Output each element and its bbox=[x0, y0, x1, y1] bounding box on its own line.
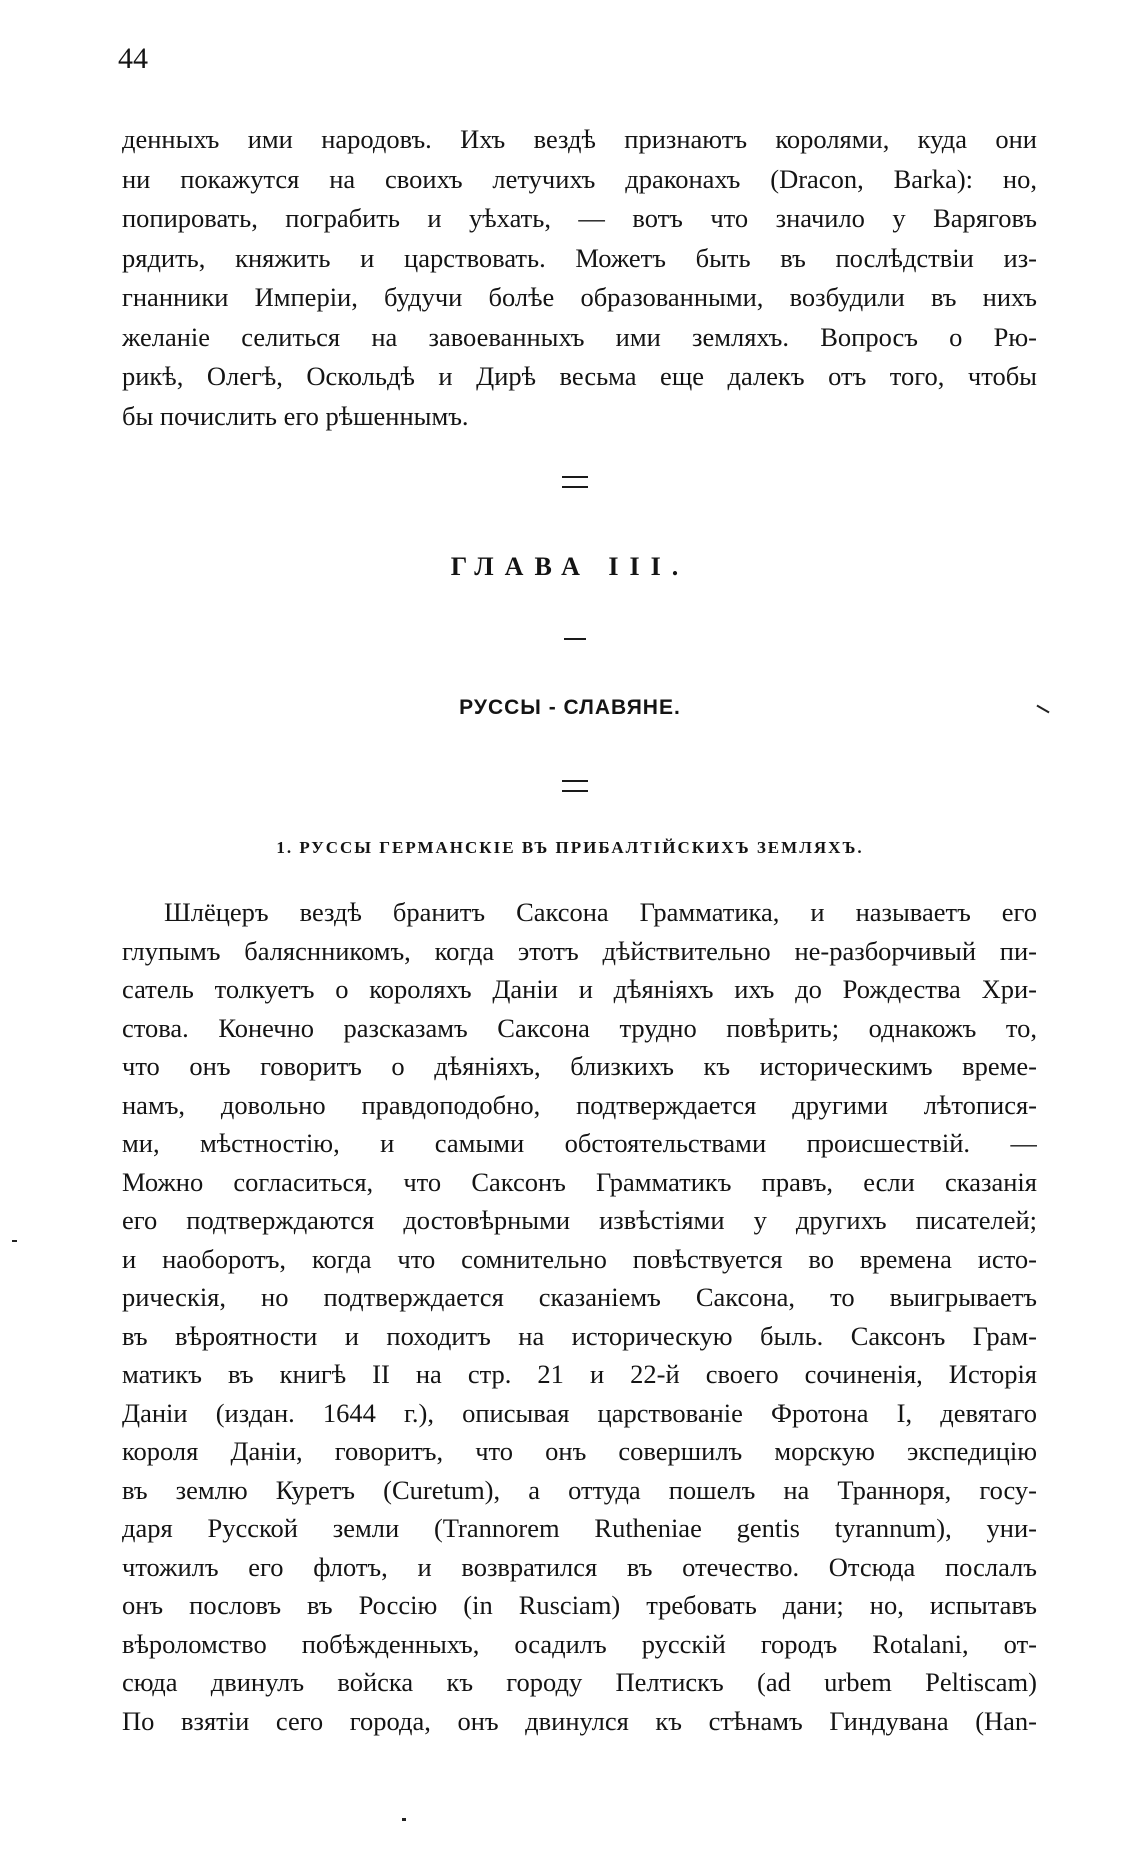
page-number: 44 bbox=[118, 42, 148, 75]
text-line: Шлёцеръ вездѣ бранитъ Саксона Грамматика, и называетъ его bbox=[164, 897, 1037, 927]
double-rule-divider bbox=[562, 780, 588, 792]
text-line: бы почислить его рѣшеннымъ. bbox=[122, 400, 469, 431]
main-paragraph bbox=[122, 893, 1037, 1740]
text-line: По взятіи сего города, онъ двинулся къ стѣнамъ Гиндувана (Han- bbox=[122, 1705, 1037, 1736]
scan-speck bbox=[12, 1240, 17, 1242]
text-line: его подтверждаются достовѣрными извѣстіями у другихъ писателей; bbox=[122, 1205, 1037, 1235]
text-line: вѣроломство побѣжденныхъ, осадилъ русскій городъ Rotalani, от- bbox=[122, 1628, 1037, 1659]
subsection-title: 1. РУССЫ ГЕРМАНСКІЕ ВЪ ПРИБАЛТІЙСКИХЪ ЗЕМЛЯХЪ. bbox=[276, 838, 864, 857]
text-line: въ вѣроятности и походитъ на историческую быль. Саксонъ Грам- bbox=[122, 1320, 1037, 1351]
text-line: желаніе селиться на завоеванныхъ ими земляхъ. Вопросъ о Рю- bbox=[122, 321, 1037, 352]
text-line: Можно согласиться, что Саксонъ Грамматикъ правъ, если сказанія bbox=[122, 1166, 1037, 1197]
text-line: короля Даніи, говоритъ, что онъ совершилъ морскую экспедицію bbox=[122, 1436, 1037, 1466]
text-line: чтожилъ его флотъ, и возвратился въ отечество. Отсюда послалъ bbox=[122, 1551, 1037, 1582]
text-line: Даніи (издан. 1644 г.), описывая царствованіе Фротона I, девятаго bbox=[122, 1397, 1037, 1428]
text-line: ни покажутся на своихъ летучихъ драконахъ (Dracon, Barka): но, bbox=[122, 163, 1037, 194]
top-paragraph bbox=[122, 120, 1037, 436]
text-line: матикъ въ книгѣ II на стр. 21 и 22-й своего сочиненія, Исторія bbox=[122, 1359, 1037, 1389]
text-line: гнанники Имперіи, будучи болѣе образованными, возбудили въ нихъ bbox=[122, 282, 1037, 312]
text-line: намъ, довольно правдоподобно, подтверждается другими лѣтопися- bbox=[122, 1089, 1037, 1120]
text-line: сатель толкуетъ о короляхъ Даніи и дѣяніяхъ ихъ до Рождества Хри- bbox=[122, 974, 1037, 1004]
text-line: рядить, княжить и царствовать. Можетъ быть въ послѣдствіи из- bbox=[122, 242, 1037, 273]
text-line: рикѣ, Олегѣ, Оскольдѣ и Дирѣ весьма еще далекъ отъ того, чтобы bbox=[122, 361, 1037, 391]
text-line: денныхъ ими народовъ. Ихъ вездѣ признаютъ королями, куда они bbox=[122, 124, 1037, 154]
chapter-heading: ГЛАВА III. bbox=[450, 552, 690, 581]
text-line: попировать, пограбить и уѣхать, — вотъ что значило у Варяговъ bbox=[122, 203, 1037, 233]
text-line: что онъ говоритъ о дѣяніяхъ, близкихъ къ историческимъ време- bbox=[122, 1051, 1037, 1081]
double-rule-divider bbox=[562, 476, 588, 488]
text-line: даря Русской земли (Trannorem Rutheniae gentis tyrannum), уни- bbox=[122, 1513, 1037, 1543]
scan-speck bbox=[402, 1818, 406, 1821]
text-line: ми, мѣстностію, и самыми обстоятельствами происшествій. — bbox=[122, 1128, 1037, 1158]
text-line: въ землю Куретъ (Curetum), а оттуда пошелъ на Транноря, госу- bbox=[122, 1474, 1037, 1505]
text-line: онъ пословъ въ Россію (in Rusciam) требовать дани; но, испытавъ bbox=[122, 1590, 1037, 1620]
text-line: глупымъ баляснникомъ, когда этотъ дѣйствительно не-разборчивый пи- bbox=[122, 935, 1037, 966]
text-line: сюда двинулъ войска къ городу Пелтискъ (ad urbem Peltiscam) bbox=[122, 1667, 1037, 1697]
text-line: рическія, но подтверждается сказаніемъ Саксона, то выигрываетъ bbox=[122, 1282, 1037, 1312]
text-line: стова. Конечно разсказамъ Саксона трудно повѣрить; однакожъ то, bbox=[122, 1012, 1037, 1043]
single-rule-divider bbox=[564, 638, 586, 640]
section-title: РУССЫ - СЛАВЯНЕ. bbox=[459, 696, 681, 719]
text-line: и наоборотъ, когда что сомнительно повѣствуется во времена исто- bbox=[122, 1243, 1037, 1274]
